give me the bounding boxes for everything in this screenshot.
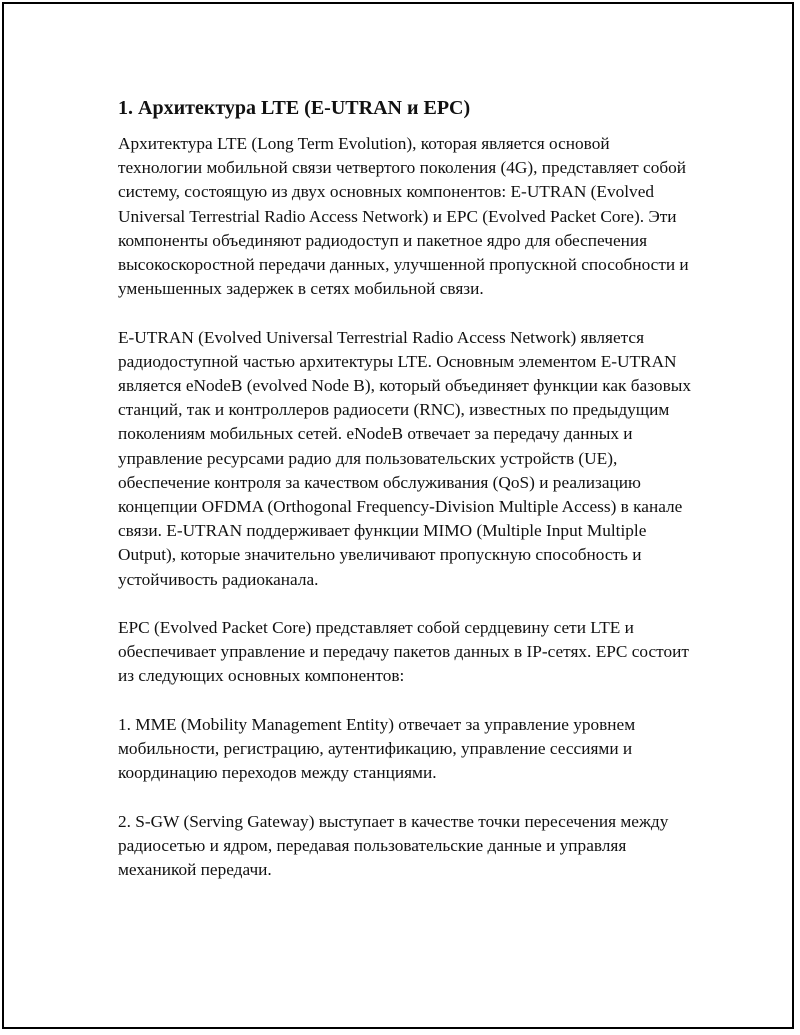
paragraph-s-gw: 2. S-GW (Serving Gateway) выступает в качестве точки пересечения между радиосетью и ядром, передавая пользовательские данные и управляя механикой передачи. <box>118 811 669 880</box>
paragraph-e-utran: E-UTRAN (Evolved Universal Terrestrial Radio Access Network) является радиодоступной частью архитектуры LTE. Основным элементом E-UTRAN является eNodeB (evolved Node B), который объединяет функции как базовых станций, так и контроллеров радиосети (RNC), известных по предыдущим поколениям мобильных сетей. eNodeB отвечает за передачу данных и управление ресурсами радио для пользовательских устройств (UE), обеспечение контроля за качеством обслуживания (QoS) и реализацию концепции OFDMA (Orthogonal Frequency-Division Multiple Access) в канале связи. E-UTRAN поддерживает функции MIMO (Multiple Input Multiple Output), которые значительно увеличивают пропускную способность и устойчивость радиоканала. <box>118 327 691 589</box>
paragraph-lte-overview: Архитектура LTE (Long Term Evolution), которая является основой технологии мобильной связи четвертого поколения (4G), представляет собой систему, состоящую из двух основных компонентов: E-UTRAN (Evolved Universal Terrestrial Radio Access Network) и EPC (Evolved Packet Core). Эти компоненты объединяют радиодоступ и пакетное ядро для обеспечения высокоскоростной передачи данных, улучшенной пропускной способности и уменьшенных задержек в сетях мобильной связи. <box>118 134 689 299</box>
paragraph-mme: 1. MME (Mobility Management Entity) отвечает за управление уровнем мобильности, регистрацию, аутентификацию, управление сессиями и координацию переходов между станциями. <box>118 714 636 783</box>
section-heading: 1. Архитектура LTE (E-UTRAN и EPC) <box>118 97 471 119</box>
paragraph-epc: EPC (Evolved Packet Core) представляет собой сердцевину сети LTE и обеспечивает управление и передачу пакетов данных в IP-сетях. EPC состоит из следующих основных компонентов: <box>118 618 689 686</box>
document-body <box>118 96 693 906</box>
